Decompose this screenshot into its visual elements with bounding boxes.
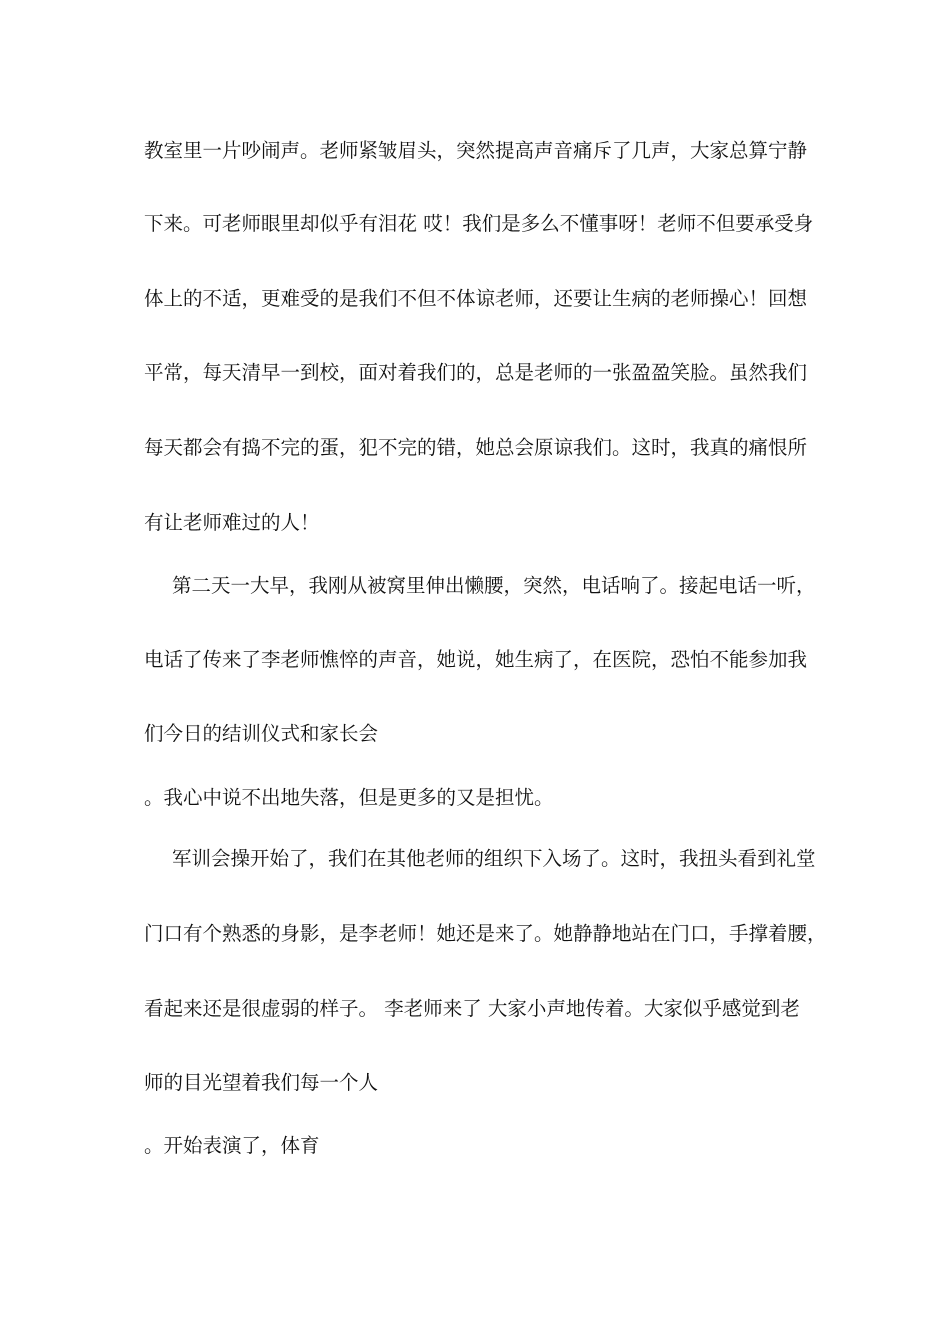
paragraph-line: 第二天一大早，我刚从被窝里伸出懒腰，突然，电话响了。接起电话一听， [172,574,816,597]
paragraph-line: 下来。可老师眼里却似乎有泪花 哎！我们是多么不懂事呀！老师不但要承受身 [144,212,814,235]
paragraph-line: 。开始表演了，体育 [144,1134,320,1157]
paragraph-line: 看起来还是很虚弱的样子。 李老师来了 大家小声地传着。大家似乎感觉到老 [144,997,800,1020]
paragraph-line: 体上的不适，更难受的是我们不但不体谅老师，还要让生病的老师操心！回想 [144,287,808,310]
paragraph-line: 电话了传来了李老师憔悴的声音，她说，她生病了，在医院，恐怕不能参加我 [144,648,808,671]
paragraph-line: 门口有个熟悉的身影，是李老师！她还是来了。她静静地站在门口，手撑着腰， [144,922,827,945]
paragraph-line: 有让老师难过的人！ [144,511,320,534]
paragraph-line: 每天都会有捣不完的蛋，犯不完的错，她总会原谅我们。这时，我真的痛恨所 [144,436,808,459]
paragraph-line: 教室里一片吵闹声。老师紧皱眉头，突然提高声音痛斥了几声，大家总算宁静 [144,139,808,162]
paragraph-line: 师的目光望着我们每一个人 [144,1071,379,1094]
paragraph-line: 们今日的结训仪式和家长会 [144,722,379,745]
paragraph-line: 。我心中说不出地失落，但是更多的又是担忧。 [144,786,554,809]
paragraph-line: 平常，每天清早一到校，面对着我们的，总是老师的一张盈盈笑脸。虽然我们 [144,361,808,384]
paragraph-line: 军训会操开始了，我们在其他老师的组织下入场了。这时，我扭头看到礼堂 [172,847,816,870]
